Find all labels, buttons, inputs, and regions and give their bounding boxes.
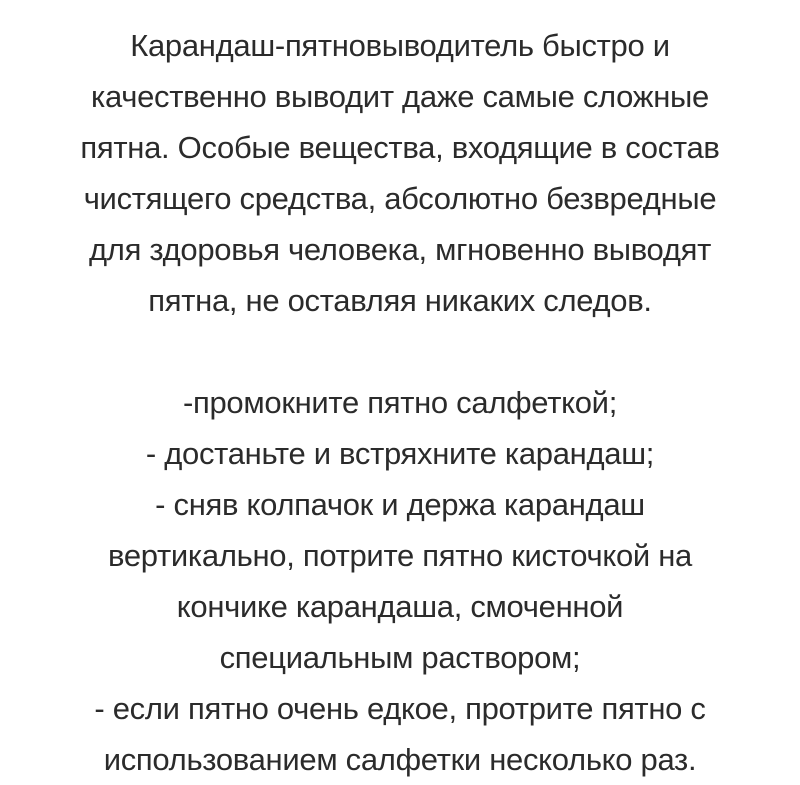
intro-paragraph <box>0 20 800 326</box>
product-description <box>0 20 800 785</box>
instruction-line: кончике карандаша, смоченной <box>176 589 624 624</box>
instructions-paragraph <box>0 377 800 785</box>
instruction-line: -промокните пятно салфеткой; <box>182 385 618 420</box>
instruction-line: - достаньте и встряхните карандаш; <box>145 436 655 471</box>
instruction-line: специальным раствором; <box>219 640 581 675</box>
instruction-line: - сняв колпачок и держа карандаш <box>155 487 645 522</box>
intro-line: Карандаш-пятновыводитель быстро и <box>130 28 670 63</box>
intro-line: пятна, не оставляя никаких следов. <box>148 283 652 318</box>
instruction-line: - если пятно очень едкое, протрите пятно с <box>94 691 706 726</box>
intro-line: для здоровья человека, мгновенно выводят <box>89 232 711 267</box>
intro-line: пятна. Особые вещества, входящие в состав <box>80 130 720 165</box>
paragraph-spacer <box>0 326 800 377</box>
intro-line: качественно выводит даже самые сложные <box>91 79 709 114</box>
instruction-line: вертикально, потрите пятно кисточкой на <box>108 538 692 573</box>
intro-line: чистящего средства, абсолютно безвредные <box>83 181 717 216</box>
instruction-line: использованием салфетки несколько раз. <box>103 742 697 777</box>
